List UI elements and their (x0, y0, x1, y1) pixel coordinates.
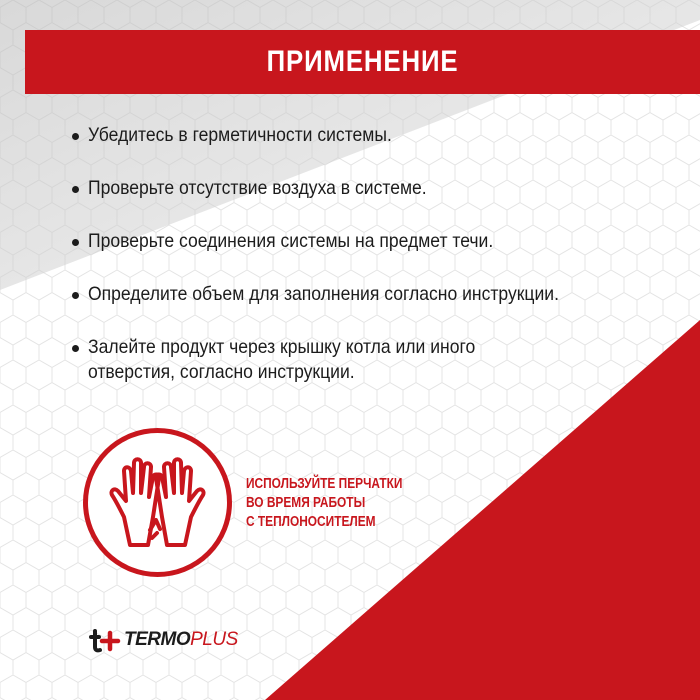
termoplus-logo-icon (88, 627, 122, 653)
bullet-icon (72, 345, 79, 352)
bullet-icon (72, 292, 79, 299)
bullet-icon (72, 239, 79, 246)
bullet-icon (72, 133, 79, 140)
instruction-item: Убедитесь в герметичности системы. (68, 123, 668, 148)
safety-warning: ИСПОЛЬЗУЙТЕ ПЕРЧАТКИ ВО ВРЕМЯ РАБОТЫ С ТЕПЛОНОСИТЕЛЕМ (246, 476, 403, 530)
instruction-item: Проверьте отсутствие воздуха в системе. (68, 176, 668, 201)
instruction-item: Определите объем для заполнения согласно инструкции. (68, 282, 668, 307)
instruction-list (68, 123, 668, 413)
instruction-item: Залейте продукт через крышку котла или иного отверстия, согласно инструкции. (68, 335, 668, 385)
page-title: ПРИМЕНЕНИЕ (266, 45, 459, 78)
instruction-item: Проверьте соединения системы на предмет течи. (68, 229, 668, 254)
brand-name: TERMOPLUS (124, 629, 238, 650)
header-banner (25, 30, 700, 94)
gloves-icon (80, 425, 235, 580)
bullet-icon (72, 186, 79, 193)
brand-logo (88, 627, 238, 653)
